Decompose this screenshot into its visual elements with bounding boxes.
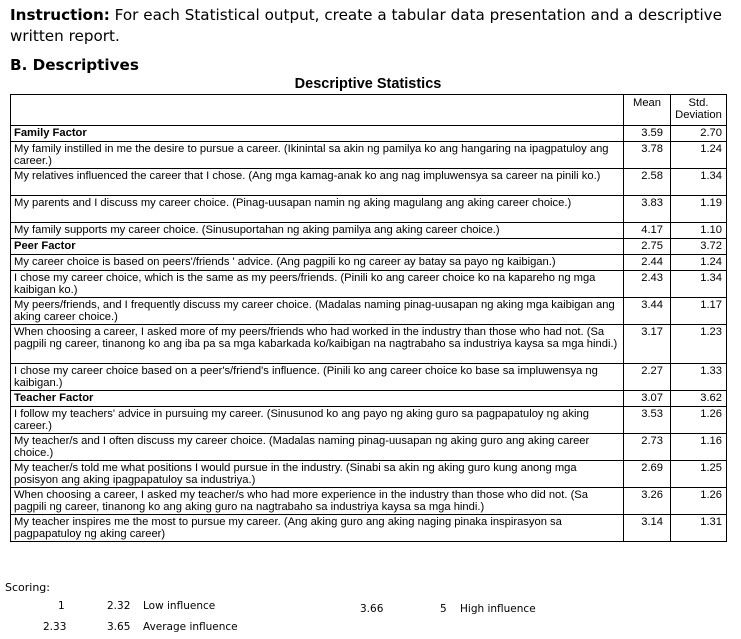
mean-value: 3.78	[624, 142, 671, 169]
instruction-paragraph	[10, 5, 735, 47]
item-statement: My teacher inspires me the most to pursue my career. (Ang aking guro ang aking naging pinaka inspirasyon sa pagpapatuloy ng aking career)	[11, 515, 624, 542]
table-header-row	[11, 95, 727, 126]
factor-label: Family Factor	[11, 126, 624, 142]
table-row	[11, 255, 727, 271]
header-sd-line1: Std.	[688, 97, 709, 109]
std-deviation-value: 1.23	[671, 325, 727, 364]
descriptive-statistics-table	[10, 94, 727, 542]
table-row	[11, 364, 727, 391]
header-empty-cell	[11, 95, 624, 126]
table-row	[11, 434, 727, 461]
table-title: Descriptive Statistics	[294, 76, 442, 92]
std-deviation-value: 1.34	[671, 271, 727, 298]
table-body	[11, 95, 727, 542]
std-deviation-value: 1.24	[671, 255, 727, 271]
item-statement: My parents and I discuss my career choice. (Pinag-uusapan namin ng aking magulang ang aking career choice.)	[11, 196, 624, 223]
mean-value: 3.53	[624, 407, 671, 434]
mean-value: 3.17	[624, 325, 671, 364]
scoring-row2-high: 3.65	[107, 621, 131, 633]
table-row	[11, 142, 727, 169]
mean-value: 2.75	[624, 239, 671, 255]
factor-label: Peer Factor	[11, 239, 624, 255]
std-deviation-value: 1.25	[671, 461, 727, 488]
factor-row	[11, 391, 727, 407]
scoring-row1-low: 1	[58, 600, 65, 612]
item-statement: My teacher/s and I often discuss my career choice. (Madalas naming pinag-uusapan ng aking guro ang aking career choice.)	[11, 434, 624, 461]
header-std-deviation	[671, 95, 727, 126]
scoring-row3-low: 3.66	[360, 603, 384, 615]
scoring-row3-high: 5	[440, 603, 447, 615]
mean-value: 2.44	[624, 255, 671, 271]
scoring-row3-text: High influence	[460, 603, 536, 615]
mean-value: 2.73	[624, 434, 671, 461]
instruction-text: For each Statistical output, create a tabular data presentation and a descriptive written report.	[10, 6, 723, 45]
mean-value: 3.44	[624, 298, 671, 325]
table-row	[11, 407, 727, 434]
std-deviation-value: 1.24	[671, 142, 727, 169]
factor-row	[11, 126, 727, 142]
scoring-row1-high: 2.32	[107, 600, 131, 612]
item-statement: My family instilled in me the desire to pursue a career. (Ikinintal sa akin ng pamilya ko ang hangaring na ipagpatuloy ang career.)	[11, 142, 624, 169]
std-deviation-value: 1.26	[671, 488, 727, 515]
table-row	[11, 169, 727, 196]
std-deviation-value: 1.17	[671, 298, 727, 325]
instruction-label: Instruction:	[10, 6, 110, 24]
section-heading: B. Descriptives	[10, 56, 139, 74]
item-statement: I chose my career choice, which is the same as my peers/friends. (Pinili ko ang career choice ko na kapareho ng mga kaibigan ko.)	[11, 271, 624, 298]
mean-value: 4.17	[624, 223, 671, 239]
mean-value: 3.83	[624, 196, 671, 223]
item-statement: I follow my teachers' advice in pursuing my career. (Sinusunod ko ang payo ng aking guro sa pagpapatuloy ng aking career.)	[11, 407, 624, 434]
std-deviation-value: 1.16	[671, 434, 727, 461]
item-statement: When choosing a career, I asked my teacher/s who had more experience in the industry than those who did not. (Sa pagpili ng career, tinanong ko ang aking guro na nagtrabaho sa industriya kaysa sa mga hindi.)	[11, 488, 624, 515]
mean-value: 3.26	[624, 488, 671, 515]
std-deviation-value: 3.72	[671, 239, 727, 255]
item-statement: My peers/friends, and I frequently discuss my career choice. (Madalas naming pinag-uusapan ng aking mga kaibigan ang aking career choice.)	[11, 298, 624, 325]
item-statement: My relatives influenced the career that I chose. (Ang mga kamag-anak ko ang nag impluwensya sa career na pinili ko.)	[11, 169, 624, 196]
std-deviation-value: 1.34	[671, 169, 727, 196]
scoring-row1-text: Low influence	[143, 600, 216, 612]
factor-row	[11, 239, 727, 255]
mean-value: 2.69	[624, 461, 671, 488]
std-deviation-value: 3.62	[671, 391, 727, 407]
std-deviation-value: 1.19	[671, 196, 727, 223]
table-row	[11, 271, 727, 298]
table-row	[11, 298, 727, 325]
header-mean: Mean	[624, 95, 671, 126]
table-row	[11, 515, 727, 542]
mean-value: 2.43	[624, 271, 671, 298]
header-sd-line2: Deviation	[675, 109, 722, 122]
table-row	[11, 223, 727, 239]
std-deviation-value: 1.33	[671, 364, 727, 391]
item-statement: I chose my career choice based on a peer's/friend's influence. (Pinili ko ang career choice ko base sa impluwensya ng kaibigan.)	[11, 364, 624, 391]
factor-label: Teacher Factor	[11, 391, 624, 407]
std-deviation-value: 2.70	[671, 126, 727, 142]
scoring-row2-low: 2.33	[43, 621, 67, 633]
table-row	[11, 325, 727, 364]
std-deviation-value: 1.26	[671, 407, 727, 434]
mean-value: 3.07	[624, 391, 671, 407]
table-row	[11, 461, 727, 488]
item-statement: My teacher/s told me what positions I would pursue in the industry. (Sinabi sa akin ng aking guro kung anong mga posisyon ang aking ipagpapatuloy sa industriya.)	[11, 461, 624, 488]
std-deviation-value: 1.10	[671, 223, 727, 239]
scoring-label: Scoring:	[5, 581, 50, 594]
item-statement: My family supports my career choice. (Sinusuportahan ng aking pamilya ang aking career choice.)	[11, 223, 624, 239]
item-statement: When choosing a career, I asked more of my peers/friends who had worked in the industry than those who had not. (Sa pagpili ng career, tinanong ko ang iba pa sa mga kabarkada ko/kaibigan na nagtrabaho sa industriya kaysa sa mga hindi.)	[11, 325, 624, 364]
mean-value: 2.58	[624, 169, 671, 196]
mean-value: 3.14	[624, 515, 671, 542]
table-row	[11, 196, 727, 223]
table-row	[11, 488, 727, 515]
scoring-row2-text: Average influence	[143, 621, 238, 633]
std-deviation-value: 1.31	[671, 515, 727, 542]
item-statement: My career choice is based on peers'/friends ' advice. (Ang pagpili ko ng career ay batay sa payo ng kaibigan.)	[11, 255, 624, 271]
mean-value: 2.27	[624, 364, 671, 391]
mean-value: 3.59	[624, 126, 671, 142]
